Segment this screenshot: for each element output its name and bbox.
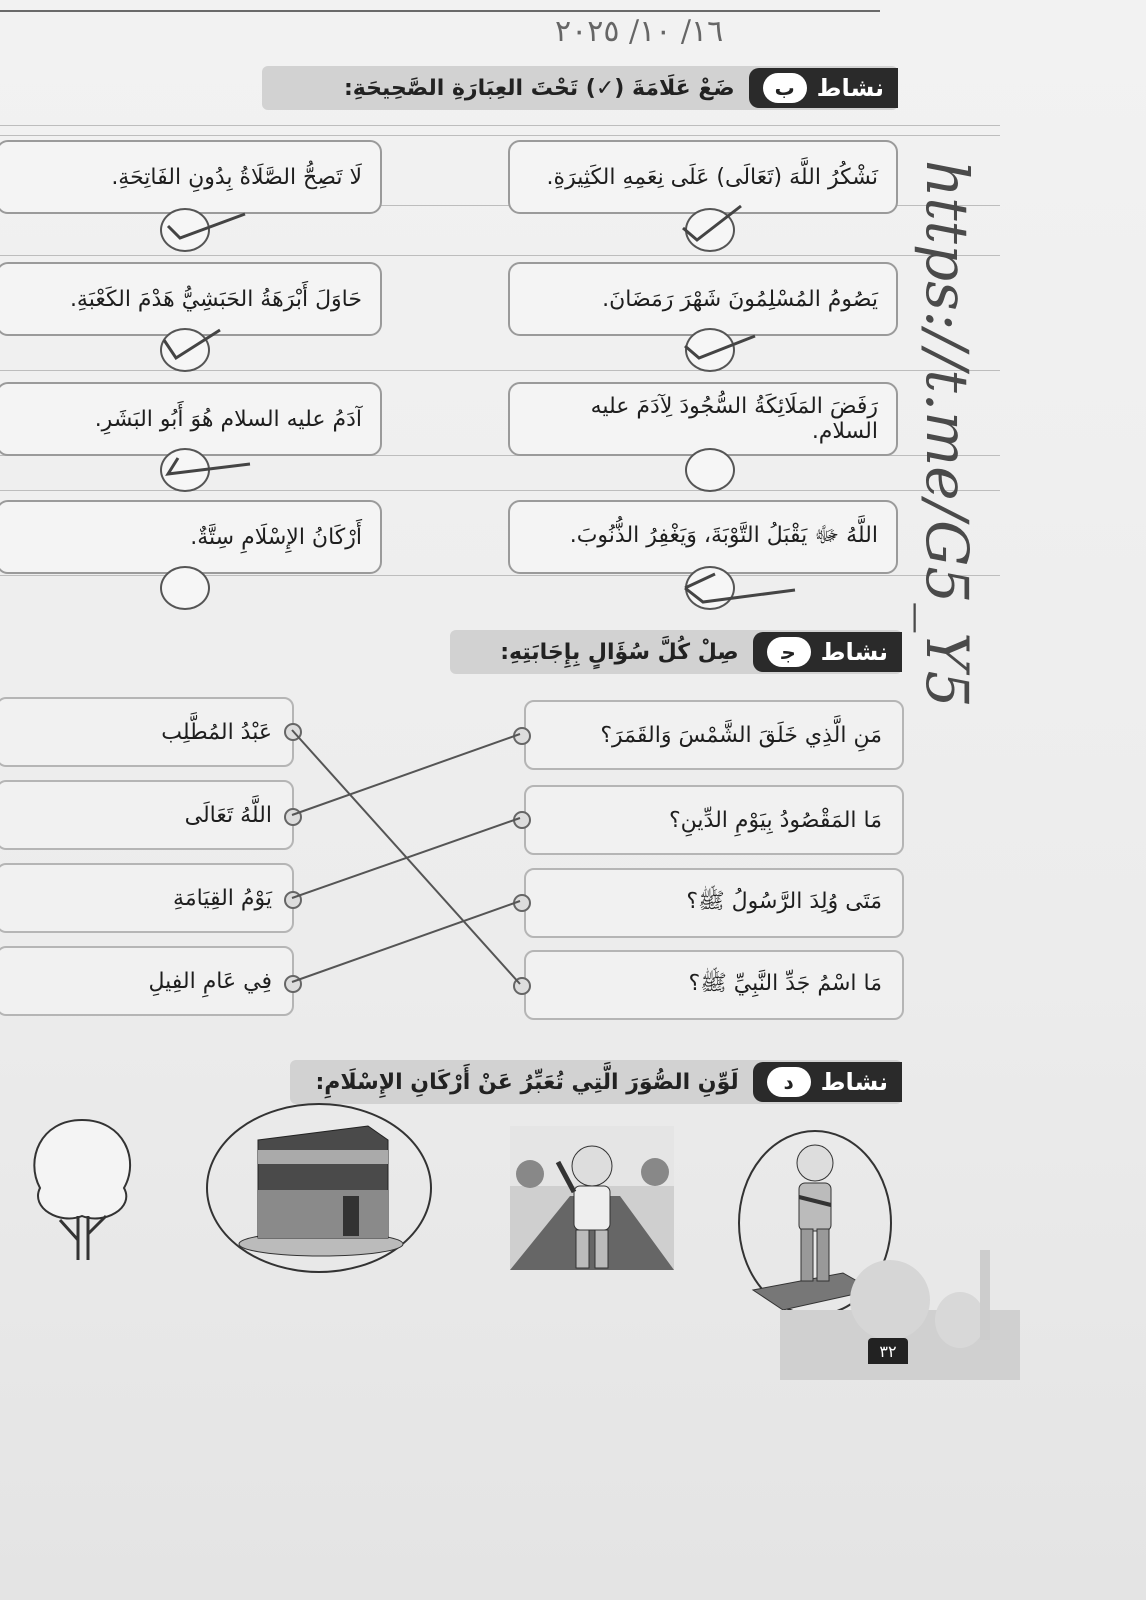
watermark-url [905, 160, 985, 720]
question-3: مَتَى وُلِدَ الرَّسُولُ ﷺ؟ [524, 868, 904, 938]
statement-right-4: اللَّهُ ﷻ يَقْبَلُ التَّوْبَةَ، وَيَغْفِرُ الذُّنُوبَ. [508, 500, 898, 574]
activity-d-letter: د [767, 1067, 811, 1097]
activity-j-instruction: صِلْ كُلَّ سُؤَالٍ بِإِجَابَتِهِ: [500, 639, 739, 665]
answer-3: يَوْمُ القِيَامَةِ [0, 863, 294, 933]
activity-b-badge-label: نشاط [816, 74, 884, 102]
answer-4: فِي عَامِ الفِيلِ [0, 946, 294, 1016]
answer-1: عَبْدُ المُطَّلِب [0, 697, 294, 767]
page-number: ٣٢ [868, 1338, 908, 1364]
handwritten-date: ١٦/ ١٠/ ٢٠٢٥ [555, 14, 724, 49]
question-2: مَا المَقْصُودُ بِيَوْمِ الدِّينِ؟ [524, 785, 904, 855]
question-4: مَا اسْمُ جَدِّ النَّبِيِّ ﷺ؟ [524, 950, 904, 1020]
statement-left-2: حَاوَلَ أَبْرَهَةُ الحَبَشِيُّ هَدْمَ الكَعْبَةِ. [0, 262, 382, 336]
statement-left-1: لَا تَصِحُّ الصَّلَاةُ بِدُونِ الفَاتِحَةِ. [0, 140, 382, 214]
answer-2: اللَّهُ تَعَالَى [0, 780, 294, 850]
statement-left-3: آدَمُ عليه السلام هُوَ أَبُو البَشَرِ. [0, 382, 382, 456]
waving-boy-image[interactable] [510, 1126, 674, 1270]
activity-j-letter: ﺟ [767, 637, 811, 667]
activity-b-letter: ب [763, 73, 807, 103]
activity-d-badge-label: نشاط [820, 1068, 888, 1096]
question-1: مَنِ الَّذِي خَلَقَ الشَّمْسَ وَالقَمَرَ؟ [524, 700, 904, 770]
kaaba-image[interactable] [203, 1100, 435, 1275]
statement-right-2: يَصُومُ المُسْلِمُونَ شَهْرَ رَمَضَانَ. [508, 262, 898, 336]
watermark-url-text: https://t.me/G5_Y5 [913, 160, 981, 708]
statement-left-4: أَرْكَانُ الإِسْلَامِ سِتَّةٌ. [0, 500, 382, 574]
tree-image[interactable] [20, 1110, 145, 1270]
activity-d-instruction: لَوِّنِ الصُّوَرَ الَّتِي تُعَبِّرُ عَنْ أَرْكَانِ الإِسْلَامِ: [315, 1069, 739, 1095]
activity-j-badge-label: نشاط [820, 638, 888, 666]
activity-b-instruction: ضَعْ عَلَامَةَ (✓) تَحْتَ العِبَارَةِ الصَّحِيحَةِ: [343, 75, 735, 101]
activity-d-badge [753, 1062, 902, 1102]
statement-right-1: نَشْكُرُ اللَّهَ (تَعَالَى) عَلَى نِعَمِهِ الكَثِيرَةِ. [508, 140, 898, 214]
activity-d-header [290, 1060, 902, 1104]
statement-right-3: رَفَضَ المَلَائِكَةُ السُّجُودَ لِآدَمَ عليه السلام. [508, 382, 898, 456]
